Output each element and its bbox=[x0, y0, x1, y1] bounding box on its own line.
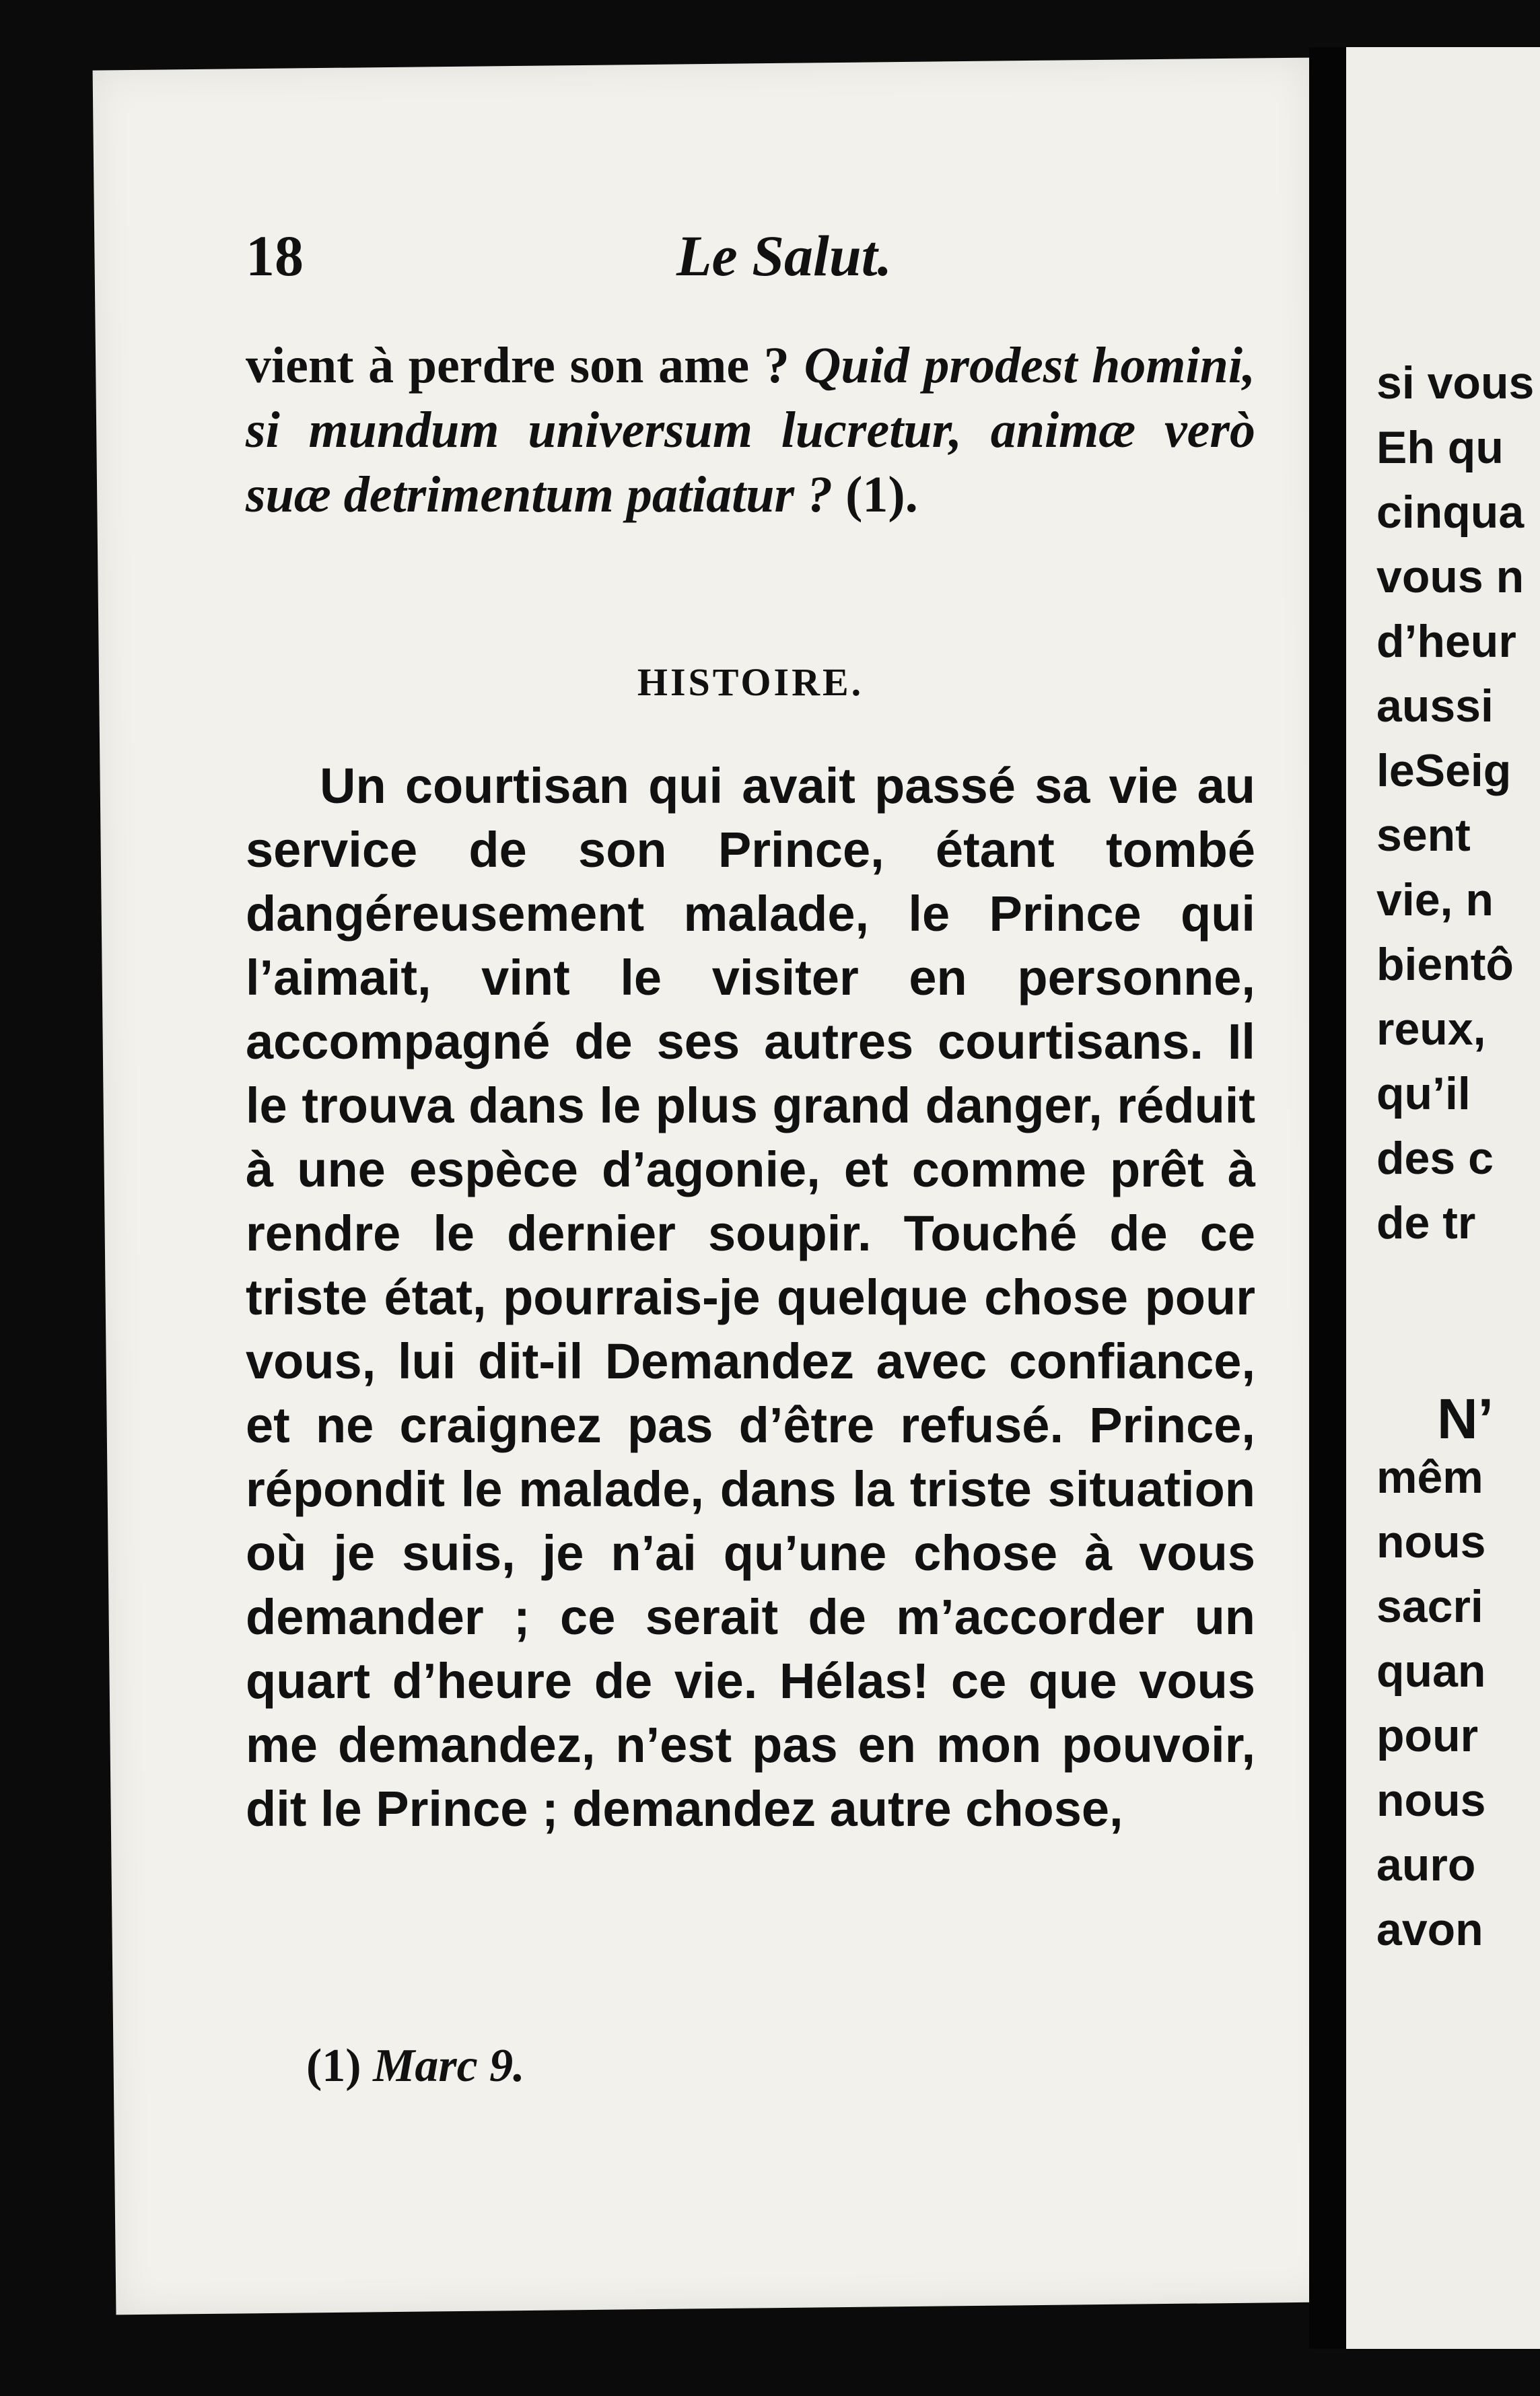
facing-page-line: bientô bbox=[1376, 939, 1514, 990]
latin-quote: Quid prodest homini, si mundum universum lucretur, animæ verò suæ detrimentum patiatur ? bbox=[246, 337, 1255, 523]
footnote-reference: Marc 9. bbox=[373, 2040, 525, 2092]
running-title: Le Salut. bbox=[676, 223, 893, 288]
facing-page-line: vie, n bbox=[1376, 874, 1494, 925]
facing-page-line: qu’il bbox=[1376, 1068, 1471, 1119]
story-text bbox=[246, 754, 1255, 1841]
intro-text: vient à perdre son ame ? bbox=[246, 337, 804, 394]
facing-page-line: Eh qu bbox=[1376, 422, 1504, 473]
facing-page-line: nous bbox=[1376, 1775, 1486, 1826]
facing-page-line: pour bbox=[1376, 1710, 1479, 1761]
story-paragraph: Un courtisan qui avait passé sa vie au service de son Prince, étant tombé dangéreusement malade, le Prince qui l’aimait, vint le visiter en personne, accompagné de ses autres courtisans. Il le trouva dans le plus grand danger, réduit à une espèce d’agonie, et comme prêt à rendre le dernier soupir. Touché de ce triste état, pourrais-je quelque chose pour vous, lui dit-il Demandez avec confiance, et ne craignez pas d’être refusé. Prince, répondit le malade, dans la triste situation où je suis, je n’ai qu’une chose à vous demander ; ce serait de m’accorder un quart d’heure de vie. Hélas! ce que vous me demandez, n’est pas en mon pouvoir, dit le Prince ; demandez autre chose, bbox=[246, 758, 1255, 1837]
facing-page-line: d’heur bbox=[1376, 616, 1516, 667]
facing-page-line: avon bbox=[1376, 1904, 1483, 1955]
facing-page-line: auro bbox=[1376, 1839, 1476, 1891]
facing-page-line: de tr bbox=[1376, 1197, 1476, 1248]
facing-page-line: si vous bbox=[1376, 357, 1535, 409]
facing-page-line: vous n bbox=[1376, 551, 1525, 602]
facing-page-line: sacri bbox=[1376, 1581, 1483, 1632]
facing-page-line: nous bbox=[1376, 1516, 1486, 1567]
facing-page-line: aussi bbox=[1376, 680, 1494, 732]
facing-page-line: reux, bbox=[1376, 1003, 1486, 1055]
footnote-ref: (1). bbox=[833, 466, 918, 523]
facing-page-line: leSeig bbox=[1376, 745, 1512, 796]
facing-page-line: sent bbox=[1376, 810, 1471, 861]
facing-page-text bbox=[1376, 0, 1540, 2396]
footnote-number: (1) bbox=[306, 2040, 361, 2092]
facing-page-line: cinqua bbox=[1376, 487, 1525, 538]
footnote bbox=[306, 2039, 525, 2093]
intro-paragraph bbox=[246, 333, 1255, 527]
facing-page-line: quan bbox=[1376, 1646, 1486, 1697]
facing-page-line: mêm bbox=[1376, 1452, 1483, 1503]
facing-page-line: N’ bbox=[1437, 1387, 1494, 1450]
page-number: 18 bbox=[246, 223, 304, 288]
section-heading: HISTOIRE. bbox=[637, 660, 864, 704]
page-header bbox=[145, 222, 1222, 303]
facing-page-line: des c bbox=[1376, 1133, 1494, 1184]
